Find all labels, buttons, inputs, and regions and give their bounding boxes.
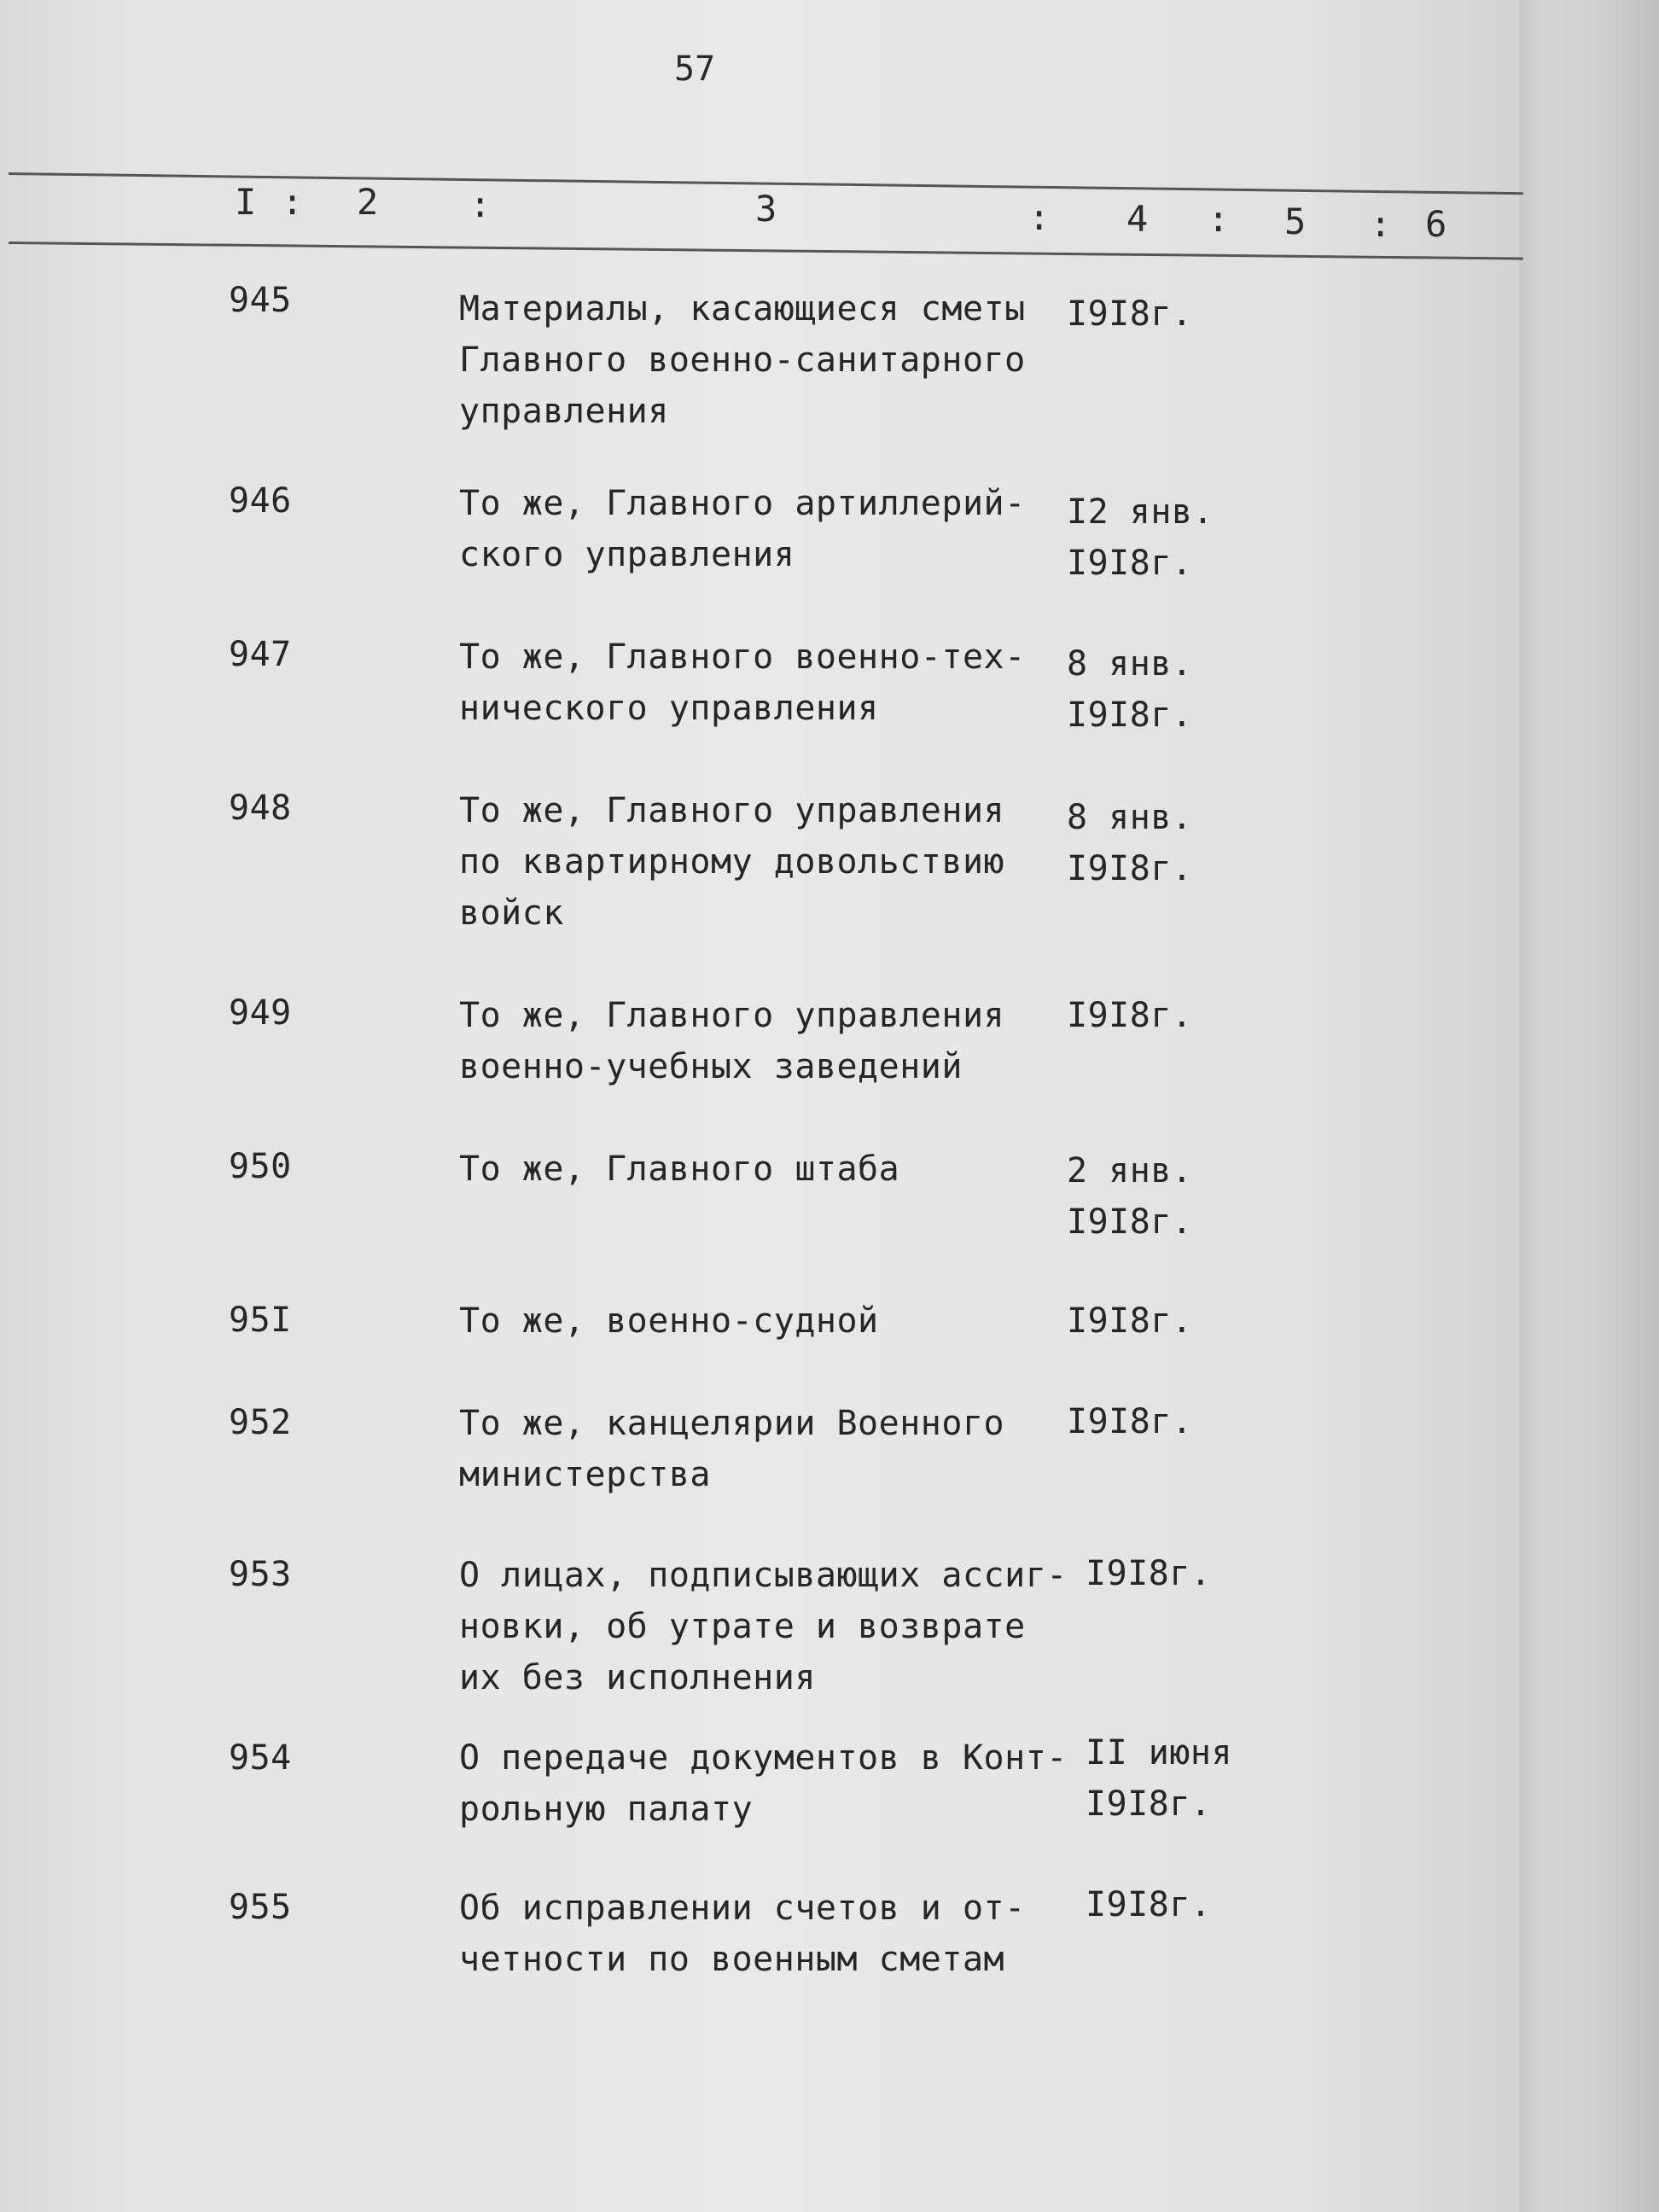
entry-description: О лицах, подписывающих ассиг- новки, об утрате и возврате их без исполнения	[459, 1556, 1068, 1697]
entry-number: 947	[229, 635, 292, 674]
entry-number: 949	[229, 993, 292, 1033]
column-separator: :	[1028, 196, 1051, 238]
entry-number: 950	[229, 1147, 292, 1186]
column-separator: :	[469, 183, 492, 225]
column-header-2: 2	[357, 181, 379, 223]
column-header-4: 4	[1126, 198, 1149, 240]
entry-number: 95I	[229, 1301, 292, 1340]
entry-date: I9I8г.	[1086, 1554, 1212, 1593]
entry-date: I9I8г.	[1067, 996, 1193, 1035]
entry-date: 2 янв. I9I8г.	[1067, 1151, 1193, 1242]
entry-date: II июня I9I8г.	[1086, 1733, 1233, 1824]
entry-number: 952	[229, 1403, 292, 1442]
entry-description: Об исправлении счетов и от- четности по военным сметам	[459, 1889, 1026, 1979]
entry-date: I9I8г.	[1067, 1301, 1193, 1341]
entry-date: I9I8г.	[1067, 1402, 1193, 1441]
entry-date: 8 янв. I9I8г.	[1067, 644, 1193, 735]
entry-description: То же, Главного военно-тех- нического управления	[459, 637, 1026, 728]
entry-number: 945	[229, 281, 292, 320]
column-separator: :	[282, 181, 304, 223]
entry-number: 954	[229, 1738, 292, 1778]
entry-description: То же, канцелярии Военного министерства	[459, 1404, 1005, 1494]
page-edge	[1519, 0, 1659, 2212]
entry-description: То же, Главного управления военно-учебных заведений	[459, 996, 1005, 1086]
column-header-5: 5	[1284, 201, 1307, 242]
entry-number: 948	[229, 789, 292, 828]
entry-description: О передаче документов в Конт- рольную палату	[459, 1738, 1068, 1829]
entry-date: 8 янв. I9I8г.	[1067, 798, 1193, 888]
column-separator: :	[1370, 203, 1392, 245]
entry-date: I2 янв. I9I8г.	[1067, 492, 1214, 583]
entry-description: Материалы, касающиеся сметы Главного военно-санитарного управления	[459, 289, 1026, 431]
entry-date: I9I8г.	[1067, 294, 1193, 334]
entry-description: То же, Главного артиллерий- ского управления	[459, 484, 1026, 574]
entry-number: 946	[229, 481, 292, 521]
column-separator: :	[1208, 198, 1230, 240]
entry-description: То же, Главного управления по квартирному довольствию войск	[459, 791, 1005, 933]
entry-description: То же, Главного штаба	[459, 1150, 900, 1189]
entry-date: I9I8г.	[1086, 1885, 1212, 1924]
column-header-6: 6	[1425, 203, 1447, 245]
column-header-3: 3	[755, 188, 777, 230]
entry-number: 953	[229, 1555, 292, 1594]
entry-number: 955	[229, 1888, 292, 1927]
entry-description: То же, военно-судной	[459, 1301, 879, 1341]
column-header-1: I	[235, 181, 257, 223]
page-number: 57	[674, 49, 716, 89]
